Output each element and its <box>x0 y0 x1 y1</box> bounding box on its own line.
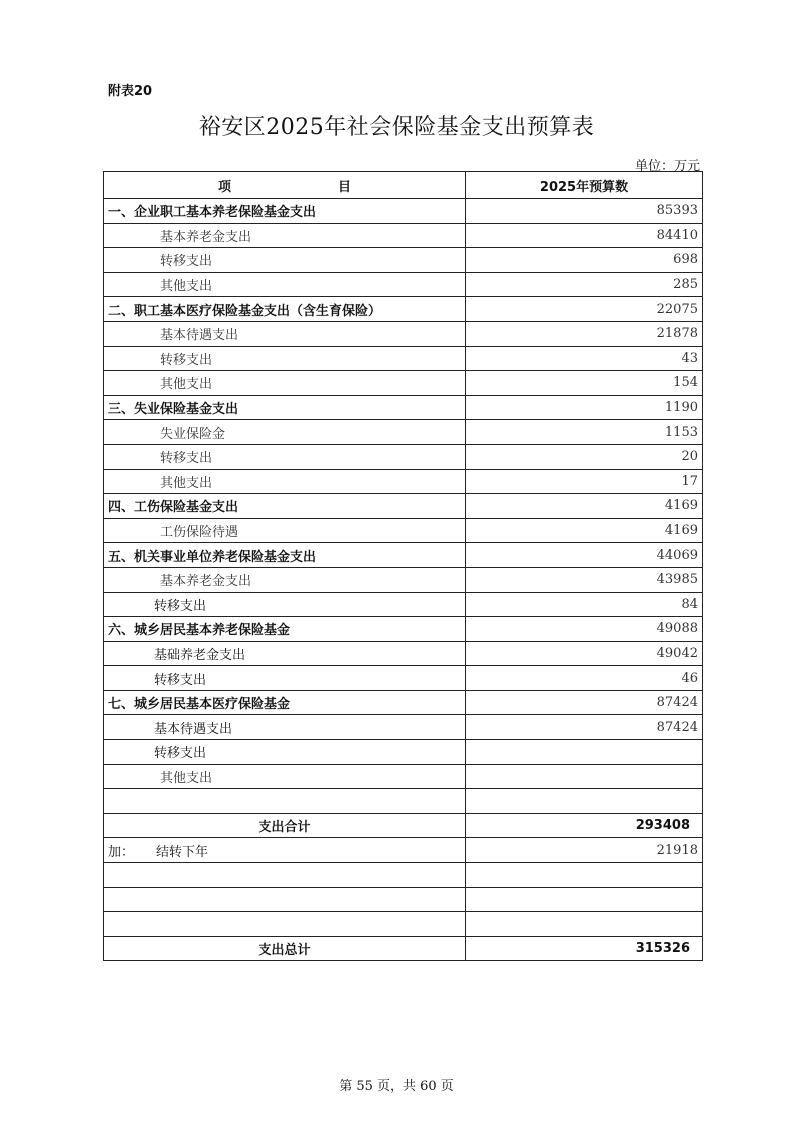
row-amount <box>466 764 703 789</box>
header-item-right: 目 <box>337 179 351 195</box>
row-item-name: 转移支出 <box>104 346 466 371</box>
table-row <box>104 395 703 420</box>
row-amount: 4169 <box>466 518 703 543</box>
header-amount: 2025年预算数 <box>466 172 703 199</box>
table-row <box>104 567 703 592</box>
row-amount: 21918 <box>466 838 703 863</box>
table-row <box>104 199 703 224</box>
header-item-left: 项 <box>218 179 232 195</box>
row-item-name: 基本养老金支出 <box>104 223 466 248</box>
row-amount <box>466 912 703 937</box>
table-row <box>104 715 703 740</box>
row-item-name: 五、机关事业单位养老保险基金支出 <box>104 543 466 568</box>
row-amount: 21878 <box>466 321 703 346</box>
row-item-name: 基本待遇支出 <box>104 321 466 346</box>
row-amount: 85393 <box>466 199 703 224</box>
row-prefix: 加： <box>108 844 135 860</box>
row-item-name: 其他支出 <box>104 469 466 494</box>
row-item-name: 工伤保险待遇 <box>104 518 466 543</box>
table-row <box>104 863 703 888</box>
row-item-name: 其他支出 <box>104 764 466 789</box>
table-row <box>104 494 703 519</box>
unit-label: 单位：万元 <box>634 159 700 174</box>
table-body <box>104 199 703 961</box>
table-row <box>104 297 703 322</box>
row-amount: 44069 <box>466 543 703 568</box>
row-item-label: 结转下年 <box>156 844 209 860</box>
row-amount <box>466 887 703 912</box>
row-item-name: 支出总计 <box>104 936 466 961</box>
row-item-name: 七、城乡居民基本医疗保险基金 <box>104 690 466 715</box>
table-row <box>104 346 703 371</box>
row-amount: 1190 <box>466 395 703 420</box>
row-amount: 698 <box>466 248 703 273</box>
table-row <box>104 469 703 494</box>
table-row <box>104 248 703 273</box>
row-amount: 43985 <box>466 567 703 592</box>
row-amount: 285 <box>466 272 703 297</box>
row-amount: 22075 <box>466 297 703 322</box>
row-amount: 154 <box>466 371 703 396</box>
row-item-name: 转移支出 <box>104 248 466 273</box>
table-row <box>104 838 703 863</box>
table-row <box>104 420 703 445</box>
page-title: 裕安区2025年社会保险基金支出预算表 <box>198 115 595 140</box>
row-amount: 315326 <box>466 936 703 961</box>
table-row <box>104 740 703 765</box>
table-row <box>104 887 703 912</box>
row-amount: 43 <box>466 346 703 371</box>
row-item-name: 其他支出 <box>104 371 466 396</box>
row-item-name <box>104 912 466 937</box>
row-item-name: 四、工伤保险基金支出 <box>104 494 466 519</box>
row-item-name: 失业保险金 <box>104 420 466 445</box>
table-row <box>104 371 703 396</box>
table-row <box>104 617 703 642</box>
row-amount: 87424 <box>466 715 703 740</box>
row-amount: 87424 <box>466 690 703 715</box>
row-item-name: 一、企业职工基本养老保险基金支出 <box>104 199 466 224</box>
table-row <box>104 543 703 568</box>
table-row <box>104 321 703 346</box>
table-row <box>104 641 703 666</box>
table-row <box>104 592 703 617</box>
row-amount: 46 <box>466 666 703 691</box>
row-item-name <box>104 863 466 888</box>
table-row <box>104 764 703 789</box>
attachment-label: 附表20 <box>108 84 153 99</box>
row-item-name <box>104 887 466 912</box>
row-item-name: 二、职工基本医疗保险基金支出（含生育保险） <box>104 297 466 322</box>
budget-table <box>103 171 703 961</box>
table-row <box>104 912 703 937</box>
table-row <box>104 690 703 715</box>
row-amount: 49088 <box>466 617 703 642</box>
table-row <box>104 789 703 814</box>
row-item-name <box>104 838 466 863</box>
table-row <box>104 272 703 297</box>
row-amount: 84410 <box>466 223 703 248</box>
row-amount <box>466 740 703 765</box>
row-item-name: 转移支出 <box>104 666 466 691</box>
total-row <box>104 936 703 961</box>
row-item-name <box>104 789 466 814</box>
row-item-name: 基础养老金支出 <box>104 641 466 666</box>
row-amount <box>466 789 703 814</box>
row-amount: 49042 <box>466 641 703 666</box>
row-item-name: 三、失业保险基金支出 <box>104 395 466 420</box>
table-row <box>104 444 703 469</box>
table-header-row <box>104 172 703 199</box>
page-footer: 第 55 页，共 60 页 <box>339 1079 454 1094</box>
row-amount <box>466 863 703 888</box>
table-row <box>104 666 703 691</box>
row-item-name: 基本养老金支出 <box>104 567 466 592</box>
row-item-name: 支出合计 <box>104 813 466 838</box>
header-item <box>104 172 466 199</box>
row-amount: 84 <box>466 592 703 617</box>
row-amount: 20 <box>466 444 703 469</box>
row-amount: 293408 <box>466 813 703 838</box>
table-row <box>104 518 703 543</box>
row-item-name: 其他支出 <box>104 272 466 297</box>
row-amount: 4169 <box>466 494 703 519</box>
total-row <box>104 813 703 838</box>
row-item-name: 六、城乡居民基本养老保险基金 <box>104 617 466 642</box>
row-item-name: 基本待遇支出 <box>104 715 466 740</box>
row-amount: 17 <box>466 469 703 494</box>
row-item-name: 转移支出 <box>104 740 466 765</box>
table-row <box>104 223 703 248</box>
row-item-name: 转移支出 <box>104 444 466 469</box>
row-item-name: 转移支出 <box>104 592 466 617</box>
row-amount: 1153 <box>466 420 703 445</box>
